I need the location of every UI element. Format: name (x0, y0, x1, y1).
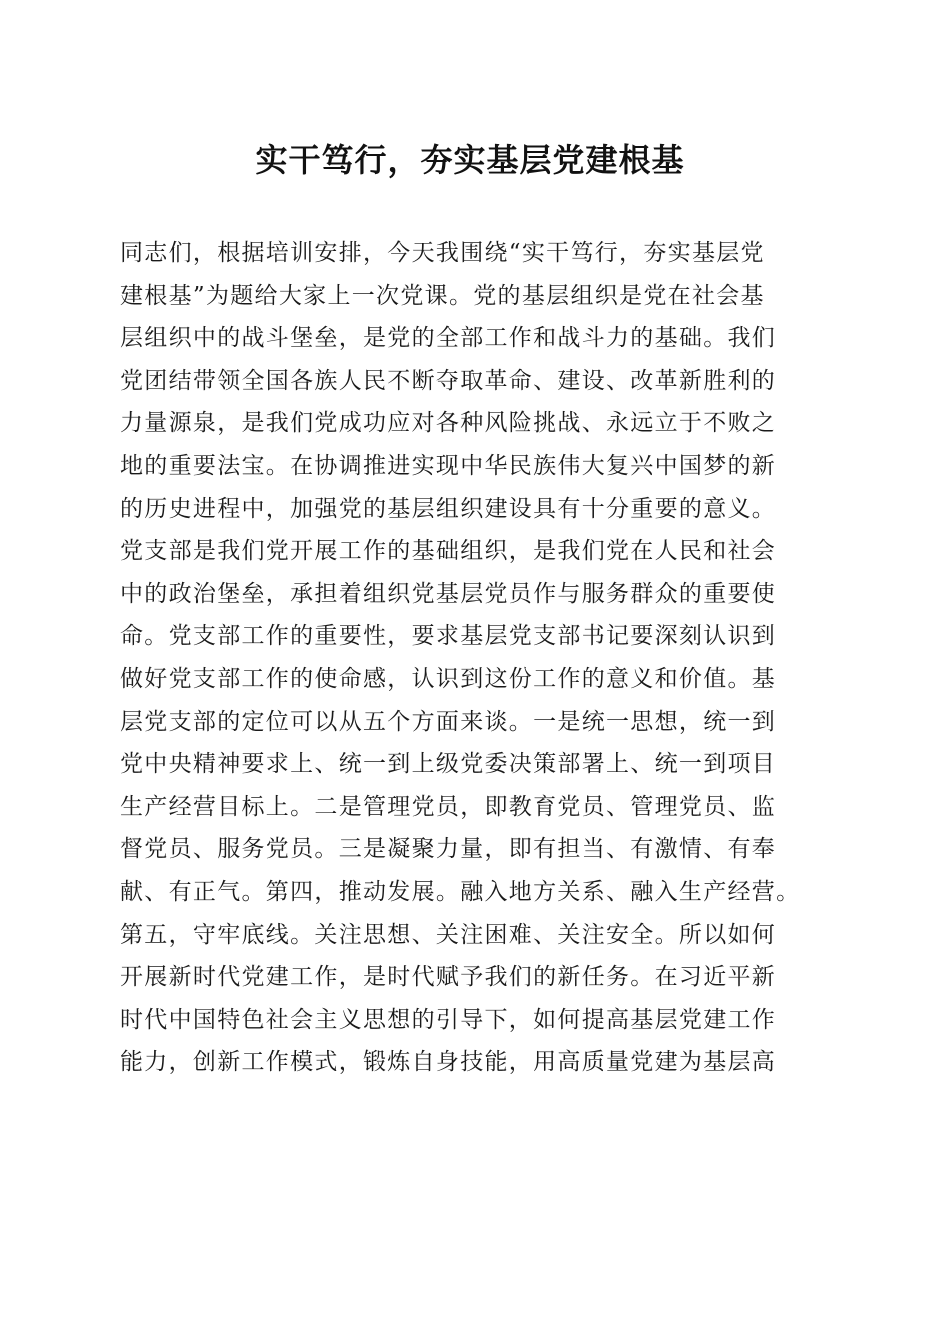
body-line: 中的政治堡垒，承担着组织党基层党员作与服务群众的重要使 (120, 580, 777, 607)
body-line: 层组织中的战斗堡垒，是党的全部工作和战斗力的基础。我们 (120, 325, 777, 352)
body-line: 命。党支部工作的重要性，要求基层党支部书记要深刻认识到 (120, 623, 777, 650)
body-line: 生产经营目标上。二是管理党员，即教育党员、管理党员、监 (120, 793, 777, 820)
body-line: 第五，守牢底线。关注思想、关注困难、关注安全。所以如何 (120, 921, 777, 948)
body-line: 做好党支部工作的使命感，认识到这份工作的意义和价值。基 (120, 665, 777, 692)
document-body (120, 232, 840, 1084)
body-line: 同志们，根据培训安排，今天我围绕“实干笃行，夯实基层党 (120, 240, 765, 266)
body-line: 党中央精神要求上、统一到上级党委决策部署上、统一到项目 (120, 751, 777, 778)
body-line: 时代中国特色社会主义思想的引导下，如何提高基层党建工作 (120, 1006, 777, 1033)
body-line: 献、有正气。第四，推动发展。融入地方关系、融入生产经营。 (120, 878, 801, 905)
body-line: 党支部是我们党开展工作的基础组织，是我们党在人民和社会 (120, 538, 777, 565)
body-line: 力量源泉，是我们党成功应对各种风险挑战、永远立于不败之 (120, 410, 777, 437)
body-line: 地的重要法宝。在协调推进实现中华民族伟大复兴中国梦的新 (120, 452, 777, 479)
body-line: 开展新时代党建工作，是时代赋予我们的新任务。在习近平新 (120, 964, 777, 991)
document-title: 实干笃行，夯实基层党建根基 (255, 141, 685, 179)
body-line: 督党员、服务党员。三是凝聚力量，即有担当、有激情、有奉 (120, 836, 777, 863)
body-line: 建根基”为题给大家上一次党课。党的基层组织是党在社会基 (120, 282, 765, 309)
body-line: 能力，创新工作模式，锻炼自身技能，用高质量党建为基层高 (120, 1049, 777, 1076)
body-line: 的历史进程中，加强党的基层组织建设具有十分重要的意义。 (120, 495, 777, 522)
body-line: 层党支部的定位可以从五个方面来谈。一是统一思想，统一到 (120, 708, 777, 735)
body-line: 党团结带领全国各族人民不断夺取革命、建设、改革新胜利的 (120, 367, 777, 394)
